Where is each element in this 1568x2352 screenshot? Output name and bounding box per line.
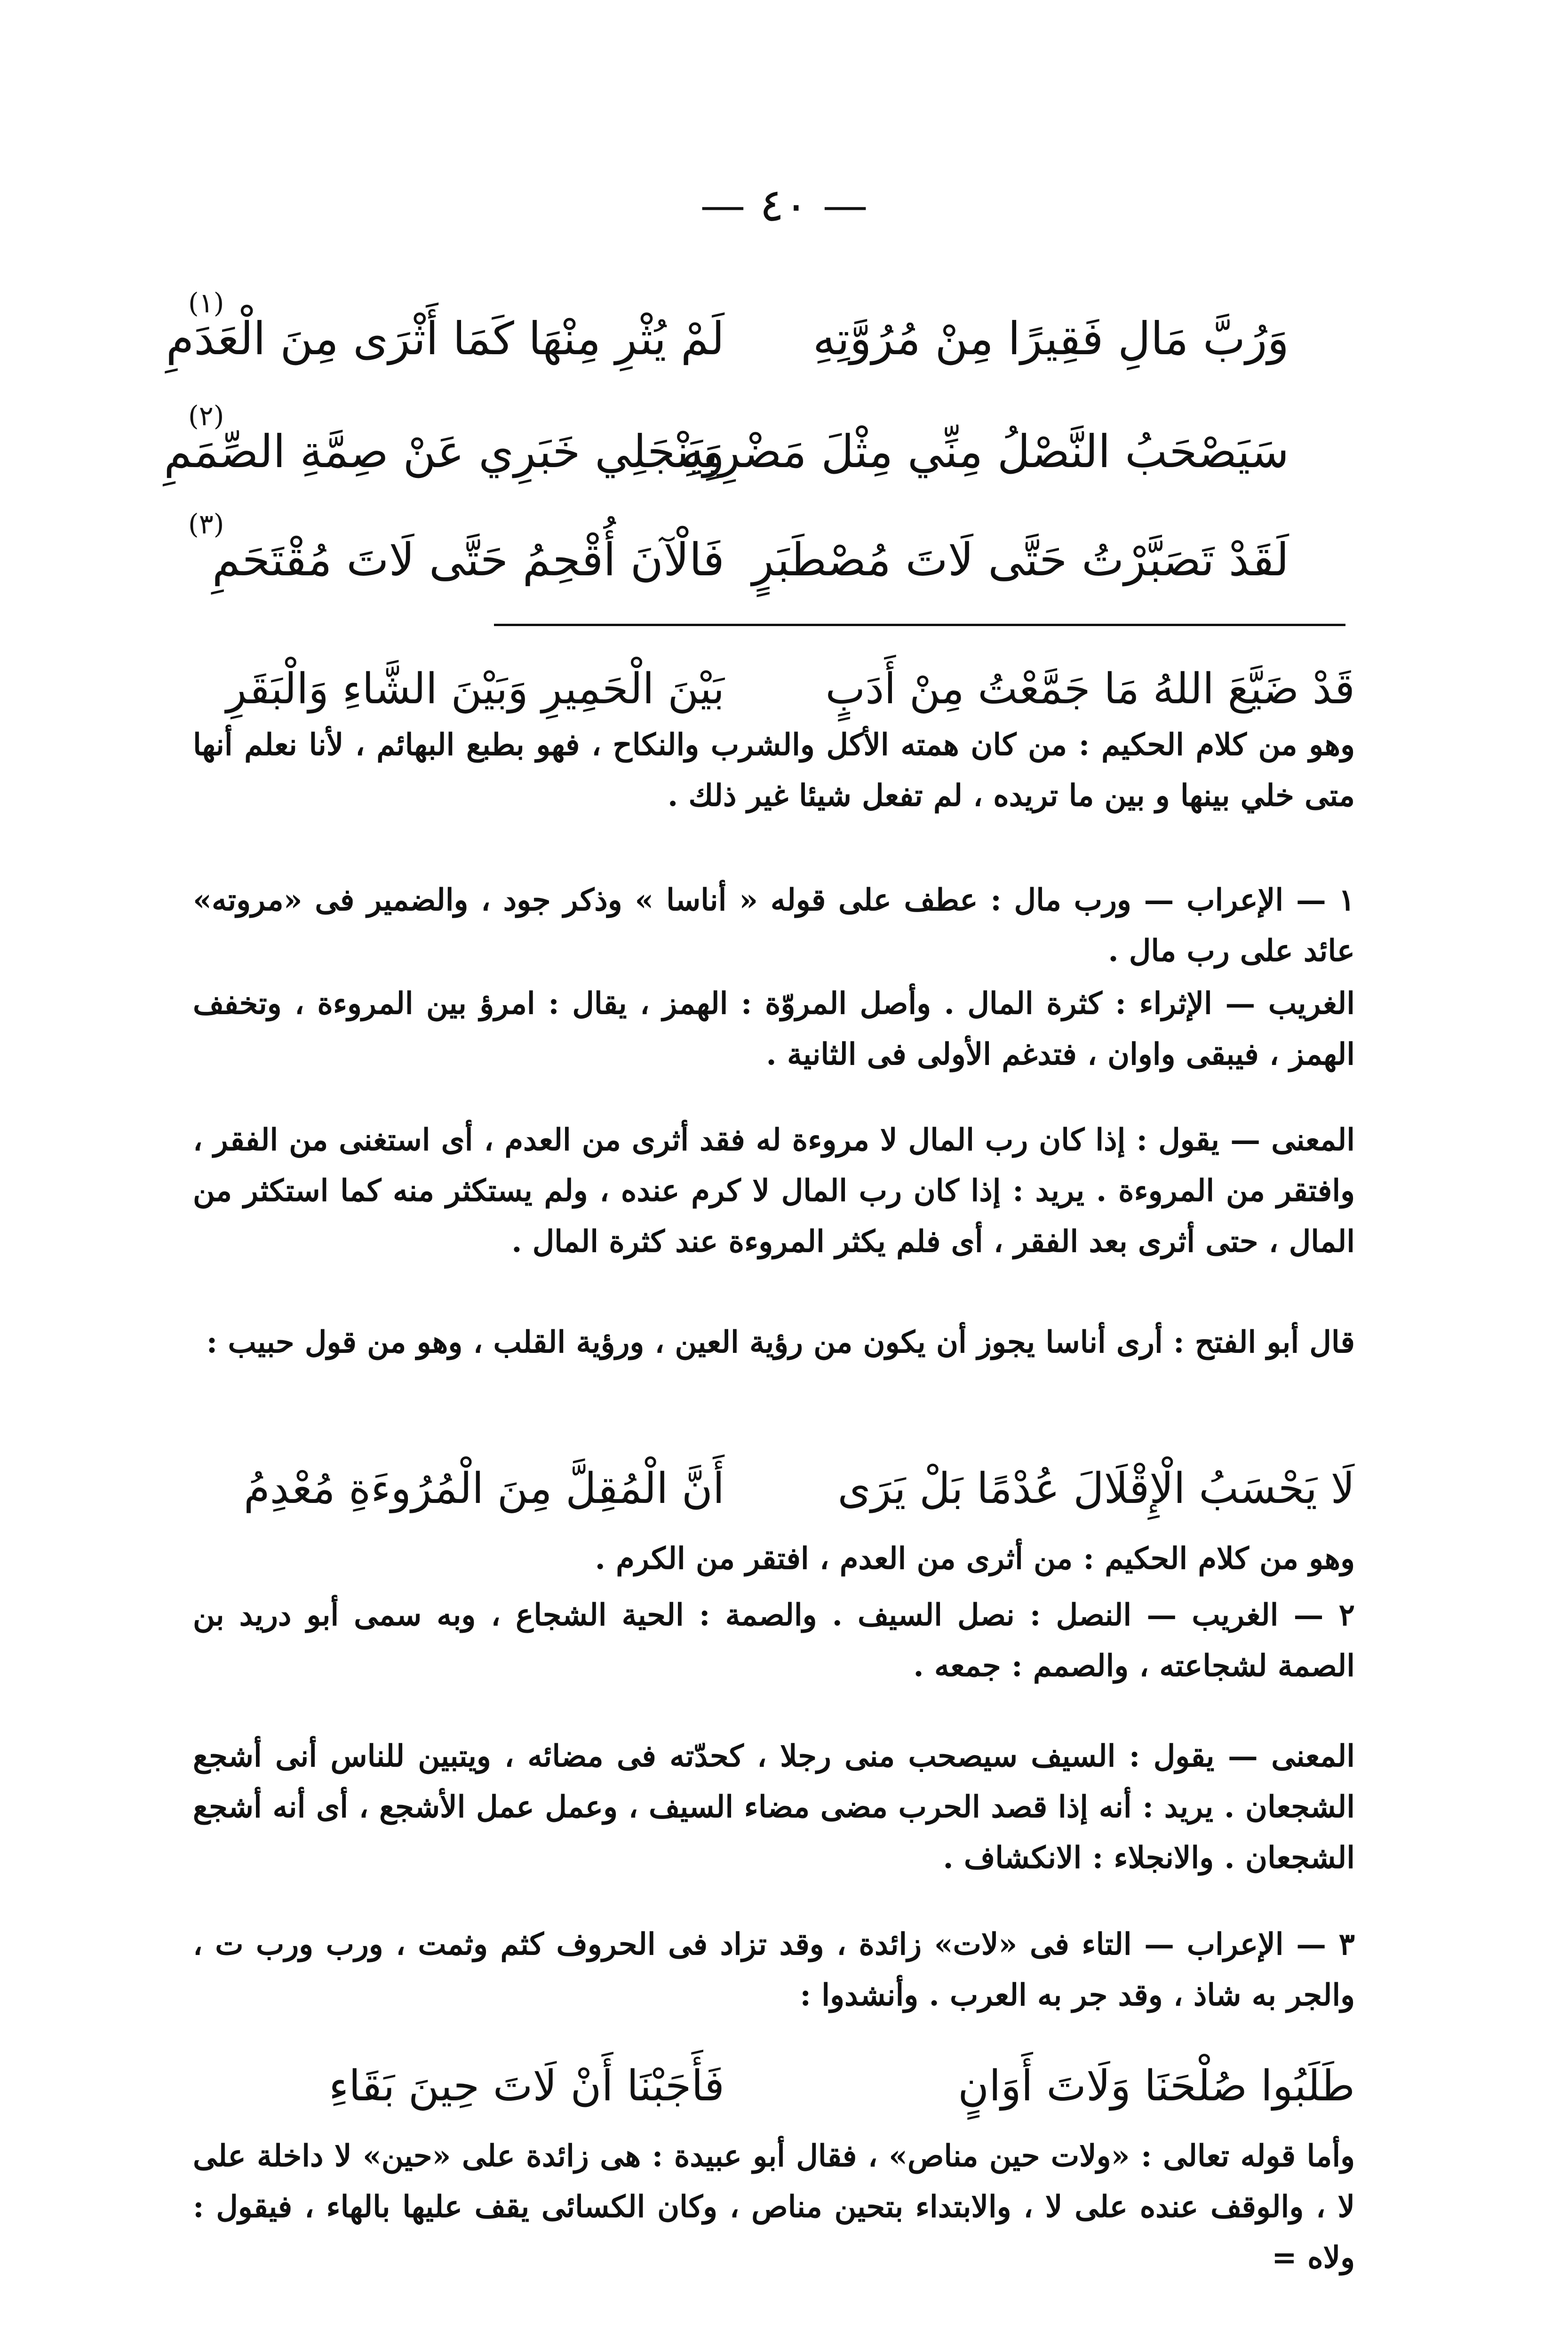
verse-3-second-hemistich: فَالْآنَ أُقْحِمُ حَتَّى لَاتَ مُقْتَحَمِ bbox=[212, 533, 724, 586]
paragraph-wisdom-1: وهو من كلام الحكيم : من كان همته الأكل والشرب والنكاح ، فهو بطبع البهائم ، لأنا نعلم أنها متى خلي بينها و بين ما تريده ، لم تفعل شيئا غير ذلك . bbox=[193, 727, 1355, 813]
footnote-divider bbox=[494, 624, 1345, 626]
verse-line-3 bbox=[188, 508, 1289, 607]
paragraph-note-2-vocabulary: ٢ — الغريب — النصل : نصل السيف . والصمة : الحية الشجاع ، وبه سمى أبو دريد بن الصمة لشجاعته ، والصمم : جمعه . bbox=[193, 1597, 1355, 1684]
verse-1-first-hemistich: وَرُبَّ مَالِ فَقِيرًا مِنْ مُرُوَّتِهِ bbox=[812, 312, 1289, 365]
verse-a-second-hemistich: بَيْنَ الْحَمِيرِ وَبَيْنَ الشَّاءِ وَالْبَقَرِ bbox=[226, 664, 724, 714]
paragraph-note-1-grammar: ١ — الإعراب — ورب مال : عطف على قوله « أناسا » وذكر جود ، والضمير فى «مروته» عائد على رب مال . bbox=[193, 882, 1355, 969]
verse-b-first-hemistich: لَا يَحْسَبُ الْإِقْلَالَ عُدْمًا بَلْ يَرَى bbox=[837, 1464, 1355, 1513]
paragraph-abu-al-fath: قال أبو الفتح : أرى أناسا يجوز أن يكون من رؤية العين ، ورؤية القلب ، وهو من قول حبيب : bbox=[206, 1325, 1355, 1360]
paragraph-note-3-quran: وأما قوله تعالى : «ولات حين مناص» ، فقال أبو عبيدة : هى زائدة على «حين» لا داخلة على لا ، والوقف عنده على لا ، والابتداء بتحين مناص ، وكان الكسائى يقف عليها بالهاء ، فيقول : ولاه = bbox=[193, 2138, 1355, 2275]
footnote-marker-1: (١) bbox=[188, 287, 224, 319]
verse-2-second-hemistich: وَيَنْجَلِي خَبَرِي عَنْ صِمَّةِ الصِّمَمِ bbox=[164, 425, 724, 478]
verse-3-first-hemistich: لَقَدْ تَصَبَّرْتُ حَتَّى لَاتَ مُصْطَبَرٍ bbox=[752, 533, 1289, 586]
paragraph-note-1-vocabulary: الغريب — الإثراء : كثرة المال . وأصل المروّة : الهمز ، يقال : امرؤ بين المروءة ، وتخفف الهمز ، فيبقى واوان ، فتدغم الأولى فى الثانية . bbox=[193, 986, 1355, 1072]
verse-line-2 bbox=[164, 400, 1289, 499]
commentary-verse-c bbox=[179, 2046, 1355, 2126]
verse-line-1 bbox=[166, 287, 1289, 386]
page-number: — ٤٠ — bbox=[700, 179, 868, 231]
verse-1-second-hemistich: لَمْ يُثْرِ مِنْهَا كَمَا أَثْرَى مِنَ الْعَدَمِ bbox=[166, 312, 724, 365]
commentary-verse-a bbox=[179, 649, 1355, 729]
verse-2-first-hemistich: سَيَصْحَبُ النَّصْلُ مِنِّي مِثْلَ مَضْرِبِهِ bbox=[681, 425, 1289, 478]
verse-a-first-hemistich: قَدْ ضَيَّعَ اللهُ مَا جَمَّعْتُ مِنْ أَدَبٍ bbox=[825, 664, 1355, 714]
paragraph-note-1-meaning: المعنى — يقول : إذا كان رب المال لا مروءة له فقد أثرى من العدم ، أى استغنى من الفقر ، وافتقر من المروءة . يريد : إذا كان رب المال لا كرم عنده ، ولم يستكثر منه كما استكثر من المال ، حتى أثرى بعد الفقر ، أى فلم يكثر المروءة عند كثرة المال . bbox=[193, 1122, 1355, 1259]
footnote-marker-3: (٣) bbox=[188, 508, 224, 540]
paragraph-note-3-grammar: ٣ — الإعراب — التاء فى «لات» زائدة ، وقد تزاد فى الحروف كثم وثمت ، ورب ورب ت ، والجر به شاذ ، وقد جر به العرب . وأنشدوا : bbox=[193, 1927, 1355, 2013]
verse-b-second-hemistich: أَنَّ الْمُقِلَّ مِنَ الْمُرُوءَةِ مُعْدِمُ bbox=[243, 1464, 724, 1513]
paragraph-note-2-meaning: المعنى — يقول : السيف سيصحب منى رجلا ، كحدّته فى مضائه ، ويتبين للناس أنى أشجع الشجعان . يريد : أنه إذا قصد الحرب مضى مضاء السيف ، وعمل عمل الأشجع ، أى أنه أشجع الشجعان . والانجلاء : الانكشاف . bbox=[193, 1739, 1355, 1875]
commentary-verse-b bbox=[179, 1449, 1355, 1529]
paragraph-wisdom-2: وهو من كلام الحكيم : من أثرى من العدم ، افتقر من الكرم . bbox=[595, 1541, 1355, 1576]
footnote-marker-2: (٢) bbox=[188, 400, 224, 432]
verse-c-first-hemistich: طَلَبُوا صُلْحَنَا وَلَاتَ أَوَانٍ bbox=[958, 2061, 1355, 2111]
verse-c-second-hemistich: فَأَجَبْنَا أَنْ لَاتَ حِينَ بَقَاءِ bbox=[328, 2061, 724, 2111]
